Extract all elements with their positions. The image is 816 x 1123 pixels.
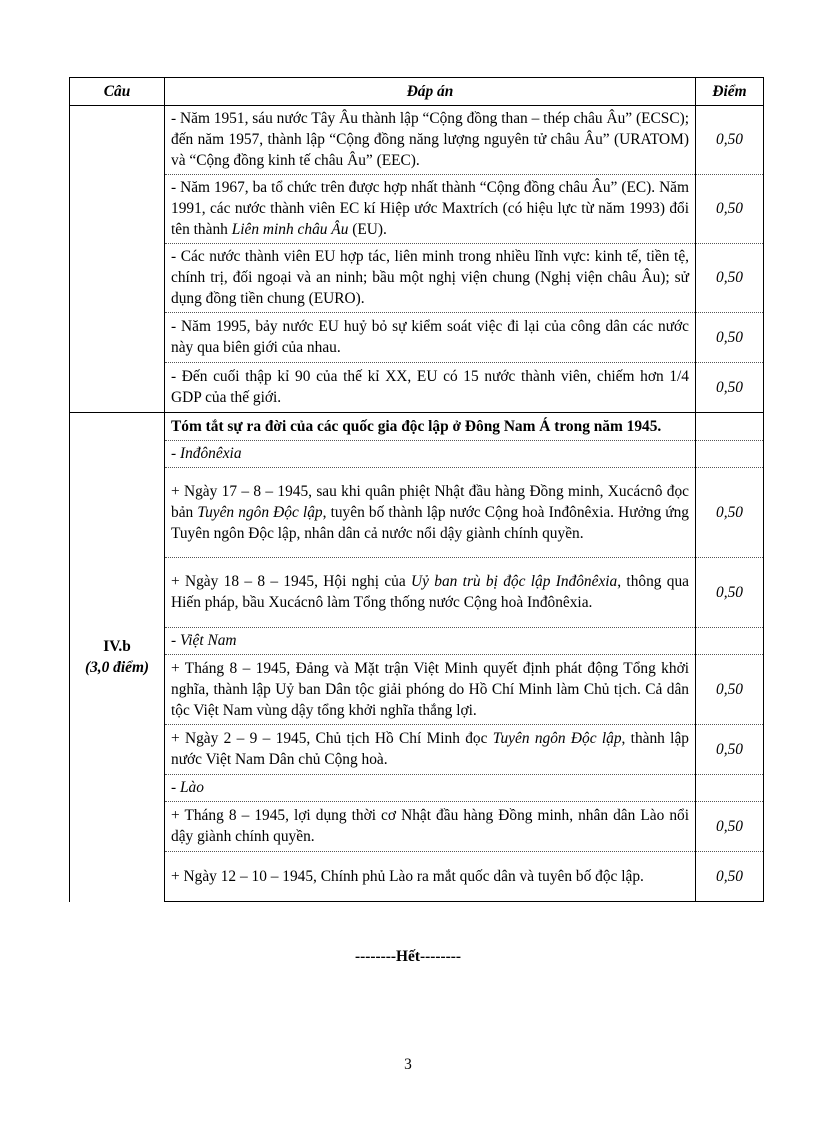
em-text: Uỷ ban trù bị độc lập Inđônêxia <box>411 573 618 590</box>
table-row <box>70 313 764 363</box>
table-row <box>70 775 764 802</box>
answer-text: + Ngày 2 – 9 – 1945, Chủ tịch Hồ Chí Minh đọc Tuyên ngôn Độc lập, thành lập nước Việt Nam Dân chủ Cộng hoà. <box>165 725 696 775</box>
score-empty <box>696 775 764 802</box>
score: 0,50 <box>696 313 764 363</box>
table-row <box>70 802 764 852</box>
em-text: Tuyên ngôn Độc lập <box>197 503 323 521</box>
score: 0,50 <box>696 106 764 175</box>
answer-table <box>69 77 764 902</box>
table-row <box>70 175 764 244</box>
score: 0,50 <box>696 175 764 244</box>
score-empty <box>696 441 764 468</box>
section-title: Tóm tắt sự ra đời của các quốc gia độc lập ở Đông Nam Á trong năm 1945. <box>165 413 696 441</box>
header-diem: Điểm <box>696 78 764 106</box>
answer-text: - Năm 1967, ba tổ chức trên được hợp nhất thành “Cộng đồng châu Âu” (EC). Năm 1991, các nước thành viên EC kí Hiệp ước Maxtrích (có hiệu lực từ năm 1993) đổi tên thành Liên minh châu Âu (EU). <box>165 175 696 244</box>
answer-text: - Các nước thành viên EU hợp tác, liên minh trong nhiều lĩnh vực: kinh tế, tiền tệ, chính trị, đối ngoại và an ninh; bầu một nghị viện chung (Nghị viện châu Âu); sử dụng đồng tiền chung (EURO). <box>165 244 696 313</box>
score: 0,50 <box>696 852 764 902</box>
table-row <box>70 413 764 441</box>
table-row <box>70 558 764 628</box>
table-row <box>70 106 764 175</box>
table-row <box>70 441 764 468</box>
cau-number: IV.b <box>103 637 131 655</box>
table-header-row <box>70 78 764 106</box>
cau-points: (3,0 điểm) <box>84 658 150 676</box>
answer-text: + Ngày 18 – 8 – 1945, Hội nghị của Uỷ ban trù bị độc lập Inđônêxia, thông qua Hiến pháp, bầu Xucácnô làm Tổng thống nước Cộng hoà Inđônêxia. <box>165 558 696 628</box>
header-dap-an: Đáp án <box>165 78 696 106</box>
table-row <box>70 244 764 313</box>
em-text: Liên minh châu Âu <box>231 221 349 238</box>
score: 0,50 <box>696 468 764 558</box>
answer-text: + Ngày 17 – 8 – 1945, sau khi quân phiệt Nhật đầu hàng Đồng minh, Xucácnô đọc bản Tuyên ngôn Độc lập, tuyên bố thành lập nước Cộng hoà Inđônêxia. Hưởng ứng Tuyên ngôn Độc lập, nhân dân cả nước nổi dậy giành chính quyền. <box>165 468 696 558</box>
cau-cell-empty <box>70 106 165 413</box>
table-row <box>70 655 764 725</box>
score: 0,50 <box>696 558 764 628</box>
table-row <box>70 468 764 558</box>
score: 0,50 <box>696 802 764 852</box>
answer-text: - Năm 1995, bảy nước EU huỷ bỏ sự kiểm soát việc đi lại của công dân các nước này qua biên giới của nhau. <box>165 313 696 363</box>
table-row <box>70 363 764 413</box>
score-empty <box>696 628 764 655</box>
country-label: - Lào <box>165 775 696 802</box>
table-row <box>70 628 764 655</box>
em-text: Tuyên ngôn Độc lập <box>492 730 622 747</box>
score: 0,50 <box>696 244 764 313</box>
answer-text: + Ngày 12 – 10 – 1945, Chính phủ Lào ra mắt quốc dân và tuyên bố độc lập. <box>165 852 696 902</box>
score: 0,50 <box>696 655 764 725</box>
answer-text: + Tháng 8 – 1945, Đảng và Mặt trận Việt Minh quyết định phát động Tổng khởi nghĩa, thành lập Uỷ ban Dân tộc giải phóng do Hồ Chí Minh làm Chủ tịch. Cả dân tộc Việt Nam vùng dậy tổng khởi nghĩa thắng lợi. <box>165 655 696 725</box>
end-marker: --------Hết-------- <box>355 948 461 965</box>
header-cau: Câu <box>70 78 165 106</box>
answer-text: - Năm 1951, sáu nước Tây Âu thành lập “Cộng đồng than – thép châu Âu” (ECSC); đến năm 1957, thành lập “Cộng đồng năng lượng nguyên tử châu Âu” (URATOM) và “Cộng đồng kinh tế châu Âu” (EEC). <box>165 106 696 175</box>
score-empty <box>696 413 764 441</box>
score: 0,50 <box>696 363 764 413</box>
score: 0,50 <box>696 725 764 775</box>
country-label: - Inđônêxia <box>165 441 696 468</box>
page-number: 3 <box>404 1056 412 1073</box>
answer-text: - Đến cuối thập kỉ 90 của thế kỉ XX, EU có 15 nước thành viên, chiếm hơn 1/4 GDP của thế giới. <box>165 363 696 413</box>
answer-text: + Tháng 8 – 1945, lợi dụng thời cơ Nhật đầu hàng Đồng minh, nhân dân Lào nổi dậy giành chính quyền. <box>165 802 696 852</box>
table-row <box>70 852 764 902</box>
cau-cell <box>70 413 165 902</box>
country-label: - Việt Nam <box>165 628 696 655</box>
table-row <box>70 725 764 775</box>
